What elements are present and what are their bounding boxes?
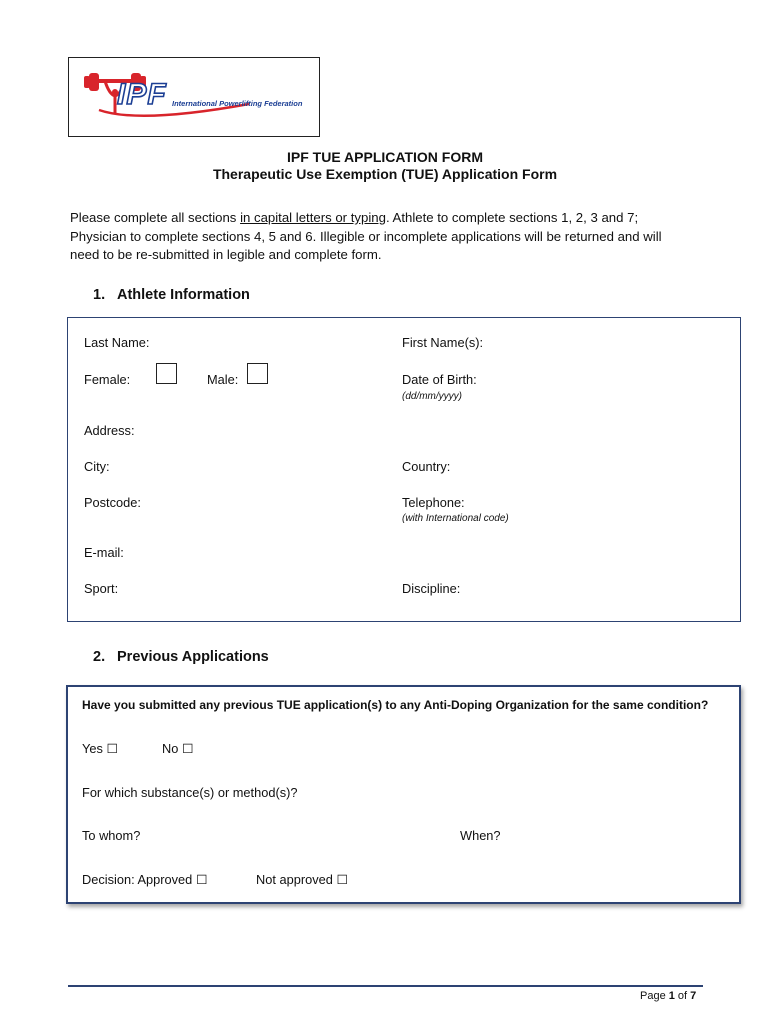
dob-format-hint: (dd/mm/yyyy): [402, 391, 462, 402]
previous-tue-question: Have you submitted any previous TUE application(s) to any Anti-Doping Organization for the same condition?: [82, 698, 709, 712]
intro-text-2: . Athlete to complete sections 1, 2, 3 and 7; Physician to complete sections 4, 5 and 6. Illegible or incomplete applications will be returned and will need to be re-submitted in legible and complete form.: [70, 210, 662, 262]
page-current: 1: [668, 990, 675, 1002]
yes-option[interactable]: Yes ☐: [82, 741, 118, 756]
country-label: Country:: [402, 459, 451, 474]
no-option[interactable]: No ☐: [162, 741, 194, 756]
section1-title: Athlete Information: [117, 287, 250, 303]
intro-underlined: in capital letters or typing: [240, 210, 386, 225]
substance-label: For which substance(s) or method(s)?: [82, 785, 298, 800]
section1-number: 1.: [93, 287, 106, 303]
footer-divider: [68, 985, 703, 987]
last-name-label: Last Name:: [84, 335, 150, 350]
ipf-logo: [68, 57, 320, 137]
male-label: Male:: [207, 372, 239, 387]
section2-title: Previous Applications: [117, 649, 269, 665]
not-approved-option[interactable]: Not approved ☐: [256, 872, 348, 887]
female-checkbox[interactable]: [156, 363, 177, 384]
first-name-label: First Name(s):: [402, 335, 484, 350]
intro-paragraph: [70, 209, 690, 265]
when-label: When?: [460, 828, 501, 843]
section2-number: 2.: [93, 649, 106, 665]
page-of: of: [674, 990, 691, 1002]
city-label: City:: [84, 459, 110, 474]
logo-abbrev: IPF: [117, 78, 167, 111]
form-subtitle: Therapeutic Use Exemption (TUE) Application Form: [212, 166, 558, 182]
female-label: Female:: [84, 372, 131, 387]
page-prefix: Page: [640, 990, 669, 1002]
postcode-label: Postcode:: [84, 495, 141, 510]
telephone-note: (with International code): [402, 513, 509, 524]
telephone-label: Telephone:: [402, 495, 465, 510]
dob-label: Date of Birth:: [402, 372, 477, 387]
male-checkbox[interactable]: [247, 363, 268, 384]
sport-label: Sport:: [84, 581, 119, 596]
intro-text-1: Please complete all sections: [70, 210, 241, 225]
discipline-label: Discipline:: [402, 581, 461, 596]
barbell-lifter-icon: [69, 58, 321, 138]
to-whom-label: To whom?: [82, 828, 141, 843]
decision-approved-option[interactable]: Decision: Approved ☐: [82, 872, 208, 887]
page-total: 7: [690, 990, 697, 1002]
email-label: E-mail:: [84, 545, 124, 560]
logo-org-name: International Powerlifting Federation: [172, 99, 303, 108]
page-number: [640, 990, 696, 1002]
address-label: Address:: [84, 423, 135, 438]
form-title: IPF TUE APPLICATION FORM: [287, 149, 483, 165]
